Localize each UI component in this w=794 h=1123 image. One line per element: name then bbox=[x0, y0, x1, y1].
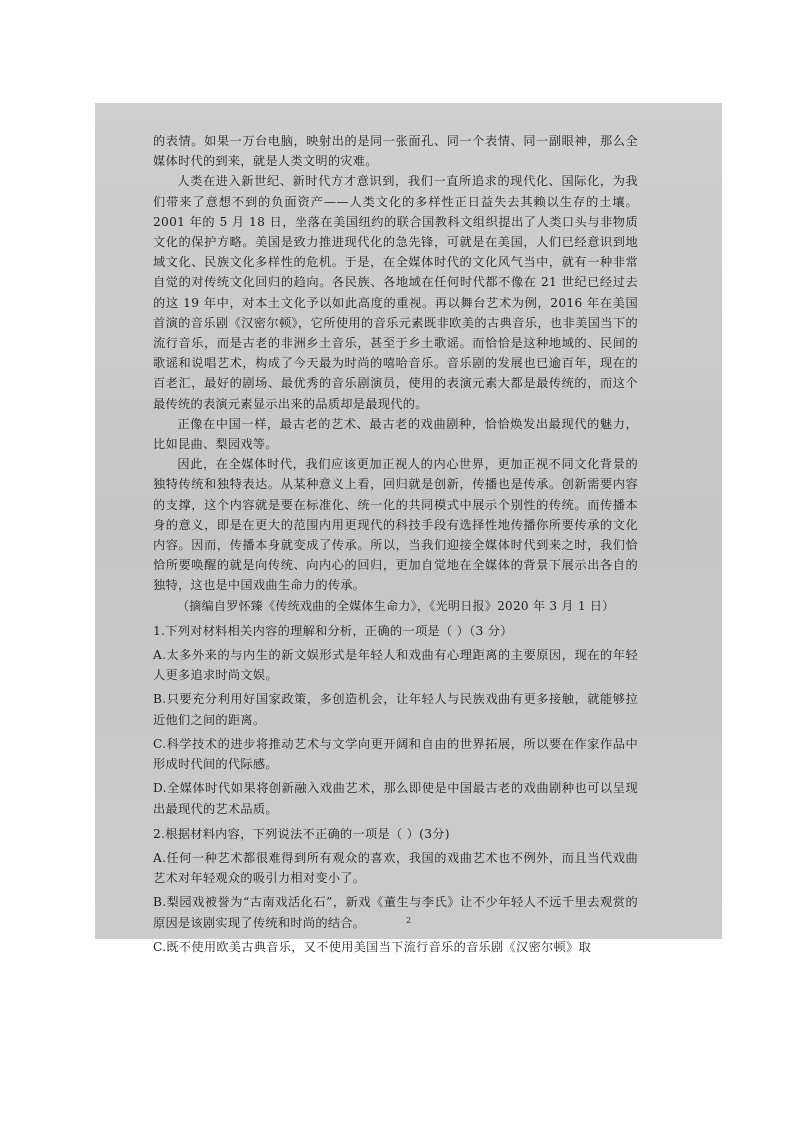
paragraph: 人类在进入新世纪、新时代方才意识到，我们一直所追求的现代化、国际化，为我们带来了意想不到的负面资产——人类文化的多样性正日益失去其赖以生存的土壤。2001 年的 5 月 18 日，坐落在美国纽约的联合国教科文组织提出了人类口头与非物质文化的保护方略。美国是致力推进现代化的急先锋，可就是在美国，人们已经意识到地域文化、民族文化多样性的危机。于是，在全媒体时代的文化风气当中，就有一种非常自觉的对传统文化回归的趋向。各民族、各地域在任何时代都不像在 21 世纪已经过去的这 19 年中，对本土文化予以如此高度的重视。再以舞台艺术为例，2016 年在美国首演的音乐剧《汉密尔顿》，它所使用的音乐元素既非欧美的古典音乐，也非美国当下的流行音乐，而是古老的非洲乡土音乐，甚至于乡土歌谣。而恰恰是这种地域的、民间的歌谣和说唱艺术，构成了今天最为时尚的嘻哈音乐。音乐剧的发展也已逾百年，现在的百老汇，最好的剧场、最优秀的音乐剧演员，使用的表演元素大都是最传统的，而这个最传统的表演元素显示出来的品质却是最现代的。 bbox=[153, 174, 638, 411]
page-content bbox=[153, 131, 638, 957]
question-stem: 2.根据材料内容，下列说法不正确的一项是（ ）(3分) bbox=[153, 826, 450, 841]
question-option: A.太多外来的与内生的新文娱形式是年轻人和戏曲有心理距离的主要原因，现在的年轻人更多追求时尚文娱。 bbox=[153, 648, 638, 683]
paragraph: 因此，在全媒体时代，我们应该更加正视人的内心世界，更加正视不同文化背景的独特传统和独特表达。从某种意义上看，回归就是创新，传播也是传承。创新需要内容的支撑，这个内容就是要在标准化、统一化的共同模式中展示个别性的传统。而传播本身的意义，即是在更大的范围内用更现代的科技手段有选择性地传播你所要传承的文化内容。因而，传播本身就变成了传承。所以，当我们迎接全媒体时代到来之时，我们恰恰所要唤醒的就是向传统、向内心的回归，更加自觉地在全媒体的背景下展示出各自的独特，这也是中国戏曲生命力的传承。 bbox=[153, 457, 638, 593]
question-option: C.既不使用欧美古典音乐，又不使用美国当下流行音乐的音乐剧《汉密尔顿》取 bbox=[153, 939, 591, 954]
paragraph: 的表情。如果一万台电脑，映射出的是同一张面孔、同一个表情、同一副眼神，那么全媒体时代的到来，就是人类文明的灾难。 bbox=[153, 134, 638, 169]
citation: （摘编自罗怀臻《传统戏曲的全媒体生命力》，《光明日报》2020 年 3 月 1 日） bbox=[177, 598, 615, 613]
paragraph: 正像在中国一样，最古老的艺术、最古老的戏曲剧种，恰恰焕发出最现代的魅力，比如昆曲、梨园戏等。 bbox=[153, 416, 638, 452]
page-number: 2 bbox=[405, 916, 412, 925]
question-option: D.全媒体时代如果将创新融入戏曲艺术，那么即使是中国最古老的戏曲剧种也可以呈现出最现代的艺术品质。 bbox=[153, 781, 638, 816]
question-option: B.只要充分利用好国家政策，多创造机会，让年轻人与民族戏曲有更多接触，就能够拉近他们之间的距离。 bbox=[153, 692, 638, 727]
question-option: B.梨园戏被誉为“古南戏活化石”，新戏《董生与李氏》让不少年轻人不远千里去观赏的原因是该剧实现了传统和时尚的结合。 bbox=[153, 895, 638, 930]
scanned-page bbox=[95, 103, 722, 954]
question-stem: 1.下列对材料相关内容的理解和分析，正确的一项是（ ）（3 分） bbox=[153, 623, 513, 638]
question-option: A.任何一种艺术都很难得到所有观众的喜欢，我国的戏曲艺术也不例外，而且当代戏曲艺术对年轻观众的吸引力相对变小了。 bbox=[153, 850, 638, 886]
question-option: C.科学技术的进步将推动艺术与文学向更开阔和自由的世界拓展，所以要在作家作品中形成时代间的代际感。 bbox=[153, 736, 638, 772]
